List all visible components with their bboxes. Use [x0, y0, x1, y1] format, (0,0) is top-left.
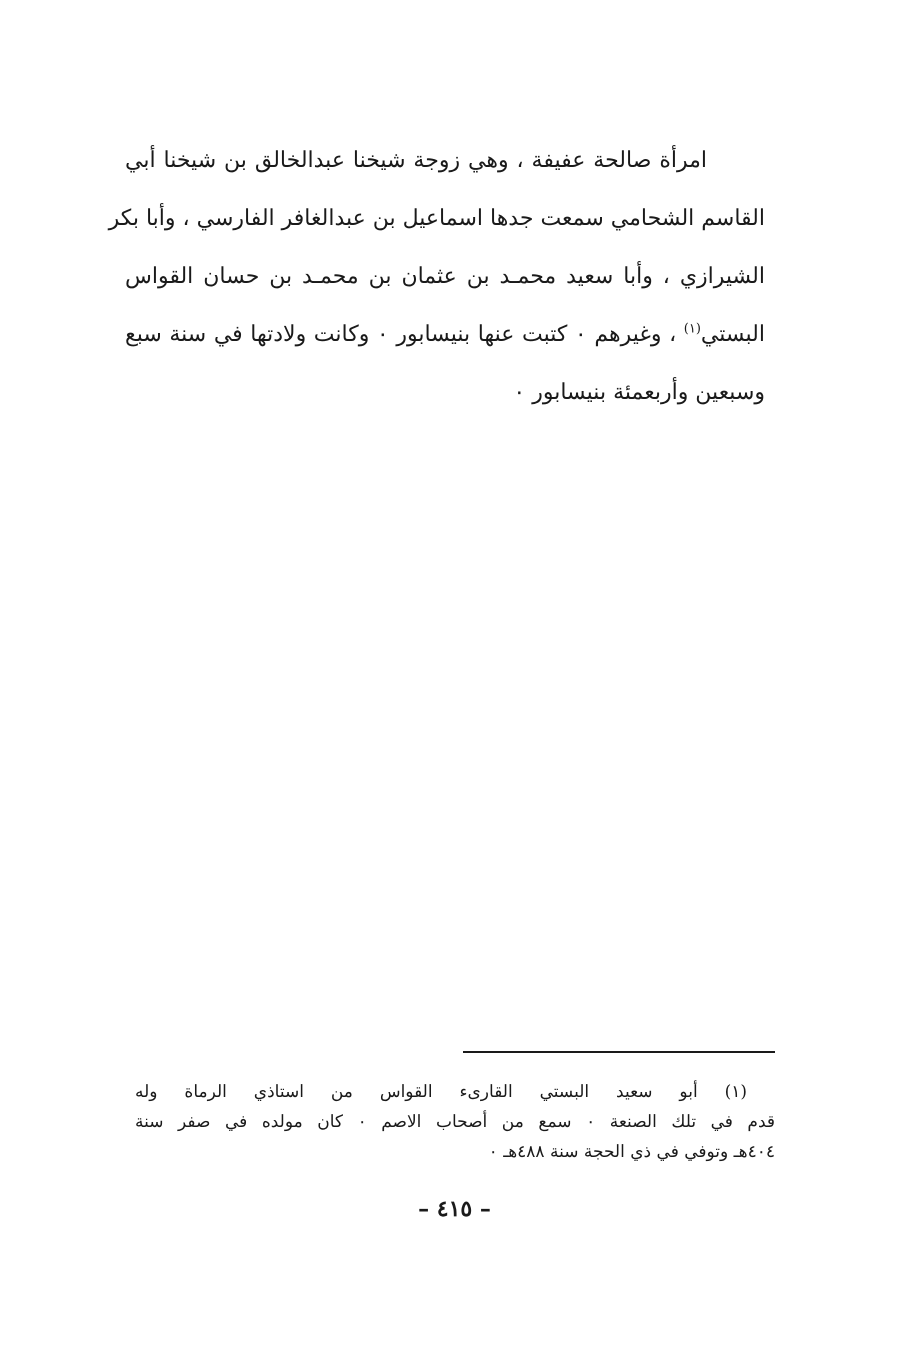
- page-number: – ٤١٥ –: [418, 1196, 491, 1222]
- footnote-line: ٤٠٤هـ وتوفي في ذي الحجة سنة ٤٨٨هـ ٠: [488, 1142, 775, 1162]
- text-line: [125, 312, 765, 370]
- footnote-line: قدم في تلك الصنعة ٠ سمع من أصحاب الاصم ٠ كان مولده في صفر سنة: [135, 1112, 776, 1132]
- text-segment: البستي: [700, 322, 765, 347]
- text-segment: ، وغيرهم ٠ كتبت عنها بنيسابور ٠ وكانت ولادتها في سنة سبع: [125, 322, 677, 347]
- text-line: امرأة صالحة عفيفة ، وهي زوجة شيخنا عبدالخالق بن شيخنا أبي: [125, 148, 707, 173]
- footnote-separator: [463, 1051, 775, 1053]
- footnote-reference: (١): [683, 321, 701, 337]
- footnote-line: (١) أبو سعيد البستي القارىء القواس من استاذي الرماة وله: [135, 1082, 747, 1102]
- text-line: وسبعين وأربعمئة بنيسابور ٠: [513, 380, 765, 405]
- text-line: القاسم الشحامي سمعت جدها اسماعيل بن عبدالغافر الفارسي ، وأبا بكر: [108, 206, 765, 231]
- text-line: الشيرازي ، وأبا سعيد محمـد بن عثمان بن محمـد بن حسان القواس: [125, 264, 765, 289]
- main-paragraph: [108, 138, 765, 428]
- footnote: [135, 1078, 775, 1168]
